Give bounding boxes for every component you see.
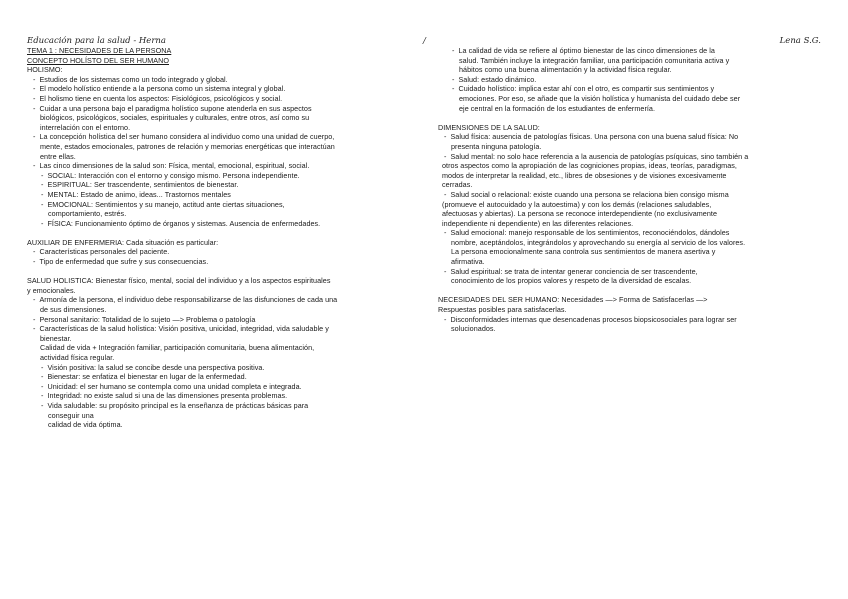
bullet-item — [438, 132, 818, 142]
text-line — [27, 123, 412, 133]
line-text: El holismo tiene en cuenta los aspectos: Fisiológicos, psicológicos y social. — [39, 93, 283, 103]
line-text: presenta ninguna patología. — [451, 141, 542, 151]
text-line — [438, 104, 818, 114]
section-gap — [27, 267, 412, 277]
line-text: solucionados. — [451, 324, 496, 334]
line-text: EMOCIONAL: Sentimientos y su manejo, actitud ante ciertas situaciones, — [47, 199, 285, 209]
line-text: Salud espiritual: se trata de intentar generar conciencia de ser trascendente, — [450, 266, 698, 276]
line-text: SALUD HOLISTICA: Bienestar físico, mental, social del individuo y a los aspectos espirituales — [27, 276, 331, 286]
text-line — [27, 46, 412, 56]
line-text: Salud mental: no solo hace referencia a la ausencia de patologías psíquicas, sino también a — [450, 151, 749, 161]
bullet-item — [27, 180, 412, 190]
line-text: salud. También incluye la integración familiar, una participación comunitaria activa y — [459, 55, 730, 65]
line-text: Salud: estado dinámico. — [458, 74, 537, 84]
bullet-dash: - — [33, 74, 36, 84]
line-text: Salud física: ausencia de patologías físicas. Una persona con una buena salud física: No — [450, 132, 739, 142]
section-gap — [27, 228, 412, 238]
line-text: Visión positiva: la salud se concibe desde una perspectiva positiva. — [47, 362, 265, 372]
text-line — [27, 209, 412, 219]
line-text: emociones. Por eso, se añade que la visión holística y humanista del cuidado debe ser — [459, 93, 741, 103]
line-text: La concepción holística del ser humano considera al individuo como una unidad de cuerpo, — [39, 132, 335, 142]
bullet-item — [27, 324, 412, 334]
text-line — [438, 94, 818, 104]
bullet-dash: - — [41, 189, 44, 199]
text-line — [27, 411, 412, 421]
text-line — [438, 161, 818, 171]
bullet-dash: - — [444, 151, 447, 161]
section-gap — [438, 286, 818, 296]
bullet-dash: - — [41, 170, 44, 180]
bullet-item — [27, 363, 412, 373]
line-text: Personal sanitario: Totalidad de lo sujeto —> Problema o patología — [39, 314, 256, 324]
line-text: nombre, aceptándolos, integrándolos y aprovechando su energía al servicio de los valores. — [451, 237, 746, 247]
text-line — [27, 152, 412, 162]
bullet-item — [27, 391, 412, 401]
line-text: Respuestas posibles para satisfacerlas. — [438, 305, 567, 315]
line-text: biológicos, psicológicos, sociales, espirituales y culturales, entre otros, así como su — [40, 113, 310, 123]
text-line — [438, 123, 818, 133]
line-text: La persona emocionalmente sana controla sus sentimientos de manera asertiva y — [451, 247, 716, 257]
line-text: NECESIDADES DEL SER HUMANO: Necesidades —> Forma de Satisfacerlas —> — [438, 295, 708, 305]
line-text: Tipo de enfermedad que sufre y sus consecuencias. — [39, 257, 209, 267]
heading-text: CONCEPTO HOLÍSTO DEL SER HUMANO — [27, 55, 169, 65]
line-text: Cuidar a una persona bajo el paradigma holístico supone atenderla en sus aspectos — [39, 103, 312, 113]
bullet-item — [27, 190, 412, 200]
left-column — [27, 46, 412, 430]
line-text: Armonía de la persona, el individuo debe responsabilizarse de las disfunciones de cada una — [39, 295, 338, 305]
bullet-dash: - — [33, 84, 36, 94]
bullet-dash: - — [41, 372, 44, 382]
text-line — [438, 238, 818, 248]
bullet-item — [438, 228, 818, 238]
bullet-dash: - — [33, 103, 36, 113]
bullet-item — [438, 267, 818, 277]
bullet-item — [27, 372, 412, 382]
line-text: afectuosas y abiertas). La persona se reconoce interdependiente (no exclusivamente — [442, 209, 717, 219]
text-line — [27, 238, 412, 248]
bullet-dash: - — [33, 257, 36, 267]
line-text: entre ellas. — [40, 151, 76, 161]
line-text: Salud emocional: manejo responsable de los sentimientos, reconociéndolos, dándoles — [450, 228, 730, 238]
line-text: hábitos como una buena alimentación y la actividad física regular. — [459, 65, 672, 75]
text-line — [27, 276, 412, 286]
bullet-dash: - — [33, 295, 36, 305]
bullet-dash: - — [444, 189, 447, 199]
text-line — [438, 65, 818, 75]
bullet-dash: - — [444, 132, 447, 142]
text-line — [438, 295, 818, 305]
line-text: conocimiento de los propios valores y respeto de la diversidad de escalas. — [451, 276, 692, 286]
text-line — [438, 276, 818, 286]
text-line — [27, 113, 412, 123]
bullet-item — [27, 401, 412, 411]
bullet-dash: - — [444, 314, 447, 324]
line-text: eje central en la formación de los estudiantes de enfermería. — [459, 103, 656, 113]
bullet-dash: - — [444, 228, 447, 238]
bullet-dash: - — [452, 84, 455, 94]
line-text: Unicidad: el ser humano se contempla como una unidad completa e integrada. — [47, 381, 302, 391]
line-text: Vida saludable: su propósito principal es la enseñanza de prácticas básicas para — [47, 400, 309, 410]
text-line — [27, 334, 412, 344]
text-line — [438, 200, 818, 210]
bullet-dash: - — [33, 324, 36, 334]
bullet-item — [438, 315, 818, 325]
line-text: Bienestar: se enfatiza el bienestar en lugar de la enfermedad. — [47, 372, 247, 382]
text-line — [27, 286, 412, 296]
text-line — [438, 219, 818, 229]
text-line — [27, 420, 412, 430]
line-text: interrelación con el entorno. — [40, 122, 131, 132]
line-text: Estudios de los sistemas como un todo integrado y global. — [39, 74, 228, 84]
line-text: mente, estados emocionales, patrones de relación y memorias energéticas que interactúan — [40, 141, 335, 151]
bullet-item — [27, 84, 412, 94]
bullet-dash: - — [41, 180, 44, 190]
text-line — [27, 305, 412, 315]
bullet-dash: - — [41, 218, 44, 228]
text-line — [438, 180, 818, 190]
text-line — [438, 209, 818, 219]
line-text: Disconformidades internas que desencadenas procesos biopsicosociales para lograr ser — [450, 314, 737, 324]
header-left-title: Educación para la salud - Herna — [27, 36, 166, 46]
bullet-item — [27, 75, 412, 85]
text-line — [438, 324, 818, 334]
line-text: El modelo holístico entiende a la persona como un sistema integral y global. — [39, 84, 286, 94]
line-text: La calidad de vida se refiere al óptimo bienestar de las cinco dimensiones de la — [458, 46, 715, 55]
line-text: Integridad: no existe salud si una de las dimensiones presenta problemas. — [47, 391, 288, 401]
header-page-mark: / — [423, 36, 426, 46]
line-text: actividad física regular. — [40, 353, 115, 362]
text-line — [438, 56, 818, 66]
line-text: Características de la salud holística: Visión positiva, unicidad, integridad, vida saludable y — [39, 324, 329, 334]
line-text: DIMENSIONES DE LA SALUD: — [438, 122, 540, 132]
bullet-item — [438, 75, 818, 85]
bullet-dash: - — [444, 266, 447, 276]
bullet-item — [438, 46, 818, 56]
text-line — [27, 142, 412, 152]
line-text: ESPIRITUAL: Ser trascendente, sentimientos de bienestar. — [47, 180, 239, 190]
line-text: Calidad de vida + Integración familiar, participación comunitaria, buena alimentación, — [40, 343, 315, 353]
line-text: Las cinco dimensiones de la salud son: Física, mental, emocional, espiritual, social. — [39, 161, 310, 171]
line-text: comportamiento, estrés. — [48, 209, 127, 219]
text-line — [438, 171, 818, 181]
bullet-dash: - — [33, 132, 36, 142]
bullet-item — [438, 152, 818, 162]
line-text: AUXILIAR DE ENFERMERIA: Cada situación es particular: — [27, 237, 219, 247]
bullet-dash: - — [41, 391, 44, 401]
line-text: Salud social o relacional: existe cuando una persona se relaciona bien consigo misma — [450, 189, 729, 199]
line-text: afirmativa. — [451, 257, 485, 267]
bullet-dash: - — [41, 362, 44, 372]
header-author: Lena S.G. — [779, 36, 821, 46]
bullet-item — [438, 84, 818, 94]
bullet-dash: - — [33, 314, 36, 324]
text-line — [27, 56, 412, 66]
bullet-dash: - — [41, 199, 44, 209]
line-text: HOLISMO: — [27, 65, 63, 75]
bullet-item — [27, 315, 412, 325]
text-line — [438, 247, 818, 257]
bullet-item — [438, 190, 818, 200]
line-text: cerradas. — [442, 180, 473, 190]
heading-text: TEMA 1 : NECESIDADES DE LA PERSONA — [27, 46, 172, 55]
bullet-item — [27, 247, 412, 257]
line-text: de sus dimensiones. — [40, 305, 107, 315]
bullet-item — [27, 161, 412, 171]
bullet-dash: - — [33, 247, 36, 257]
section-gap — [438, 113, 818, 123]
line-text: Cuidado holístico: implica estar ahí con el otro, es compartir sus sentimientos y — [458, 84, 715, 94]
bullet-item — [27, 382, 412, 392]
bullet-item — [27, 132, 412, 142]
bullet-dash: - — [33, 93, 36, 103]
line-text: calidad de vida óptima. — [48, 420, 123, 430]
line-text: y emocionales. — [27, 285, 76, 295]
text-line — [27, 353, 412, 363]
bullet-item — [27, 94, 412, 104]
bullet-dash: - — [452, 74, 455, 84]
bullet-dash: - — [452, 46, 455, 55]
bullet-item — [27, 295, 412, 305]
line-text: bienestar. — [40, 333, 72, 343]
right-column — [438, 46, 818, 334]
text-line — [27, 343, 412, 353]
line-text: (promueve el autocuidado y la autoestima) y con los demás (relaciones saludables, — [442, 199, 712, 209]
text-line — [27, 65, 412, 75]
text-line — [438, 142, 818, 152]
line-text: Características personales del paciente. — [39, 247, 170, 257]
bullet-item — [27, 219, 412, 229]
line-text: modos de interpretar la realidad, etc., libres de obsesiones y de visiones excesivamente — [442, 170, 727, 180]
bullet-dash: - — [41, 400, 44, 410]
bullet-item — [27, 257, 412, 267]
bullet-dash: - — [33, 161, 36, 171]
line-text: otros aspectos como la apropiación de las cogniciones propias, ideas, teorías, paradigmas, — [442, 161, 737, 171]
line-text: MENTAL: Estado de animo, ideas... Trastornos mentales — [47, 189, 231, 199]
text-line — [438, 257, 818, 267]
bullet-item — [27, 200, 412, 210]
bullet-item — [27, 171, 412, 181]
bullet-item — [27, 104, 412, 114]
line-text: SOCIAL: Interacción con el entorno y consigo mismo. Persona independiente. — [47, 170, 300, 180]
line-text: conseguir una — [48, 410, 94, 420]
bullet-dash: - — [41, 381, 44, 391]
text-line — [438, 305, 818, 315]
line-text: independiente ni dependiente) en las diferentes relaciones. — [442, 218, 634, 228]
line-text: FÍSICA: Funcionamiento óptimo de órganos y sistemas. Ausencia de enfermedades. — [47, 218, 321, 228]
